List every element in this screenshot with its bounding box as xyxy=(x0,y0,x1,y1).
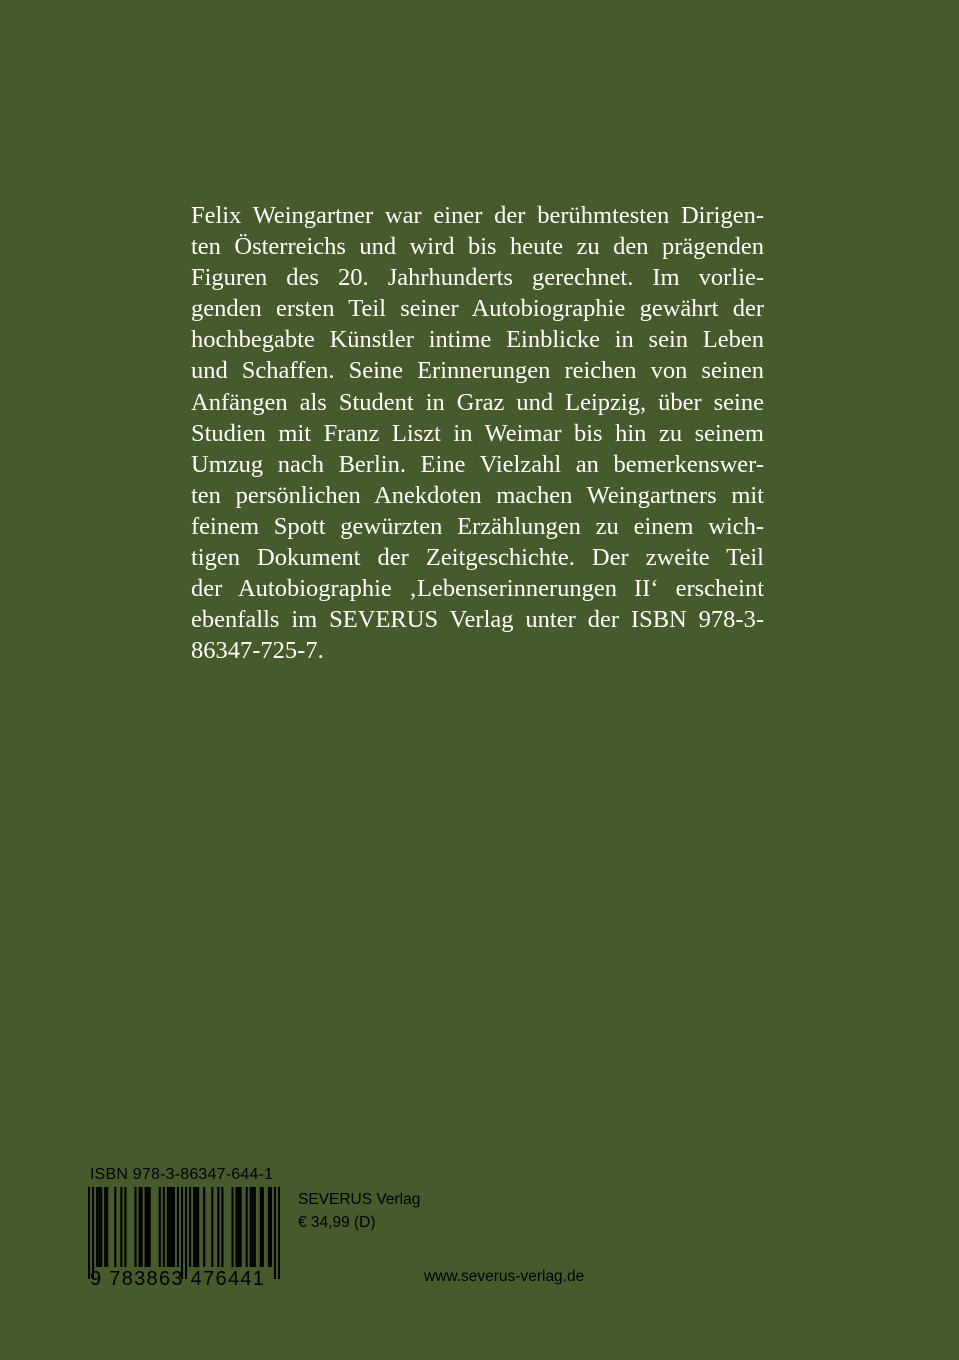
barcode-bar xyxy=(278,1187,280,1279)
blurb-line: ebenfalls im SEVERUS Verlag unter der ISBN 978-3- xyxy=(191,606,764,634)
blurb-line: Anfängen als Student in Graz und Leipzig, über seine xyxy=(191,388,764,416)
publisher-name: SEVERUS Verlag xyxy=(298,1191,421,1208)
barcode-bar xyxy=(169,1187,171,1267)
publisher-website: www.severus-verlag.de xyxy=(424,1268,585,1285)
barcode-bar xyxy=(134,1187,136,1267)
barcode-bar xyxy=(240,1187,242,1267)
blurb-line: Figuren des 20. Jahrhunderts gerechnet. Im vorlie- xyxy=(191,264,764,292)
isbn-label: ISBN 978-3-86347-644-1 xyxy=(90,1166,274,1183)
blurb-line: und Schaffen. Seine Erinnerungen reichen von seinen xyxy=(191,357,764,385)
barcode-bar xyxy=(141,1187,143,1267)
barcode-bar xyxy=(195,1187,197,1267)
barcode-bar xyxy=(270,1187,272,1267)
barcode-bar xyxy=(231,1187,233,1267)
blurb-line: der Autobiographie ‚Lebenserinnerungen II‘ erscheint xyxy=(191,575,764,603)
barcode-bar xyxy=(149,1187,151,1267)
barcode-bar xyxy=(252,1187,254,1267)
barcode-bar xyxy=(96,1187,98,1267)
barcode-bar xyxy=(203,1187,205,1267)
barcode-bar xyxy=(250,1187,252,1267)
blurb-line: ten Österreichs und wird bis heute zu den prägenden xyxy=(191,233,764,261)
barcode-bar xyxy=(100,1187,102,1267)
barcode-bar xyxy=(197,1187,199,1267)
blurb-line: Felix Weingartner war einer der berühmtesten Dirigen- xyxy=(191,202,764,229)
barcode-bar xyxy=(92,1187,94,1279)
barcode-bar xyxy=(177,1187,179,1267)
barcode-bar xyxy=(173,1187,175,1267)
barcode-bar xyxy=(106,1187,108,1267)
blurb-line: Studien mit Franz Liszt in Weimar bis hin zu seinem xyxy=(191,419,764,447)
barcode-bar xyxy=(274,1187,276,1279)
barcode-digits: 9 783863 476441 xyxy=(90,1268,266,1290)
barcode-bar xyxy=(163,1187,165,1267)
barcode-bar xyxy=(238,1187,240,1267)
barcode-bar xyxy=(147,1187,149,1267)
barcode-bar xyxy=(211,1187,213,1267)
barcode-bar xyxy=(189,1187,191,1267)
blurb-text xyxy=(191,200,764,666)
barcode-bar xyxy=(159,1187,161,1267)
barcode-bar xyxy=(181,1187,183,1279)
barcode-bar xyxy=(246,1187,248,1267)
barcode-bar xyxy=(124,1187,126,1267)
barcode-bar xyxy=(120,1187,122,1267)
barcode-bar xyxy=(114,1187,116,1267)
blurb-line: ten persönlichen Anekdoten machen Weingartners mit xyxy=(191,481,764,509)
barcode-bar xyxy=(171,1187,173,1267)
barcode-bar xyxy=(104,1187,106,1267)
barcode-bar xyxy=(262,1187,264,1267)
barcode-bar xyxy=(217,1187,219,1267)
publisher-info xyxy=(298,1188,420,1234)
blurb-line: feinem Spott gewürzten Erzählungen zu einem wich- xyxy=(191,512,764,540)
blurb-line: hochbegabte Künstler intime Einblicke in sein Leben xyxy=(191,326,764,354)
barcode-bar xyxy=(260,1187,262,1267)
barcode-bar xyxy=(254,1187,256,1267)
barcode-bar xyxy=(139,1187,141,1267)
blurb-line: genden ersten Teil seiner Autobiographie gewährt der xyxy=(191,295,764,323)
blurb-line: tigen Dokument der Zeitgeschichte. Der zweite Teil xyxy=(191,544,764,572)
barcode-bar xyxy=(193,1187,195,1267)
barcode-bar xyxy=(236,1187,238,1267)
barcode-bar xyxy=(88,1187,90,1279)
barcode-bar xyxy=(145,1187,147,1267)
barcode-bar xyxy=(98,1187,100,1267)
blurb-line: Umzug nach Berlin. Eine Vielzahl an bemerkenswer- xyxy=(191,450,764,478)
barcode-bar xyxy=(268,1187,270,1267)
barcode-bar xyxy=(221,1187,223,1267)
blurb-line: 86347-725-7. xyxy=(191,637,324,665)
barcode-bar xyxy=(185,1187,187,1279)
barcode-bar xyxy=(167,1187,169,1267)
price-label: € 34,99 (D) xyxy=(298,1214,376,1231)
